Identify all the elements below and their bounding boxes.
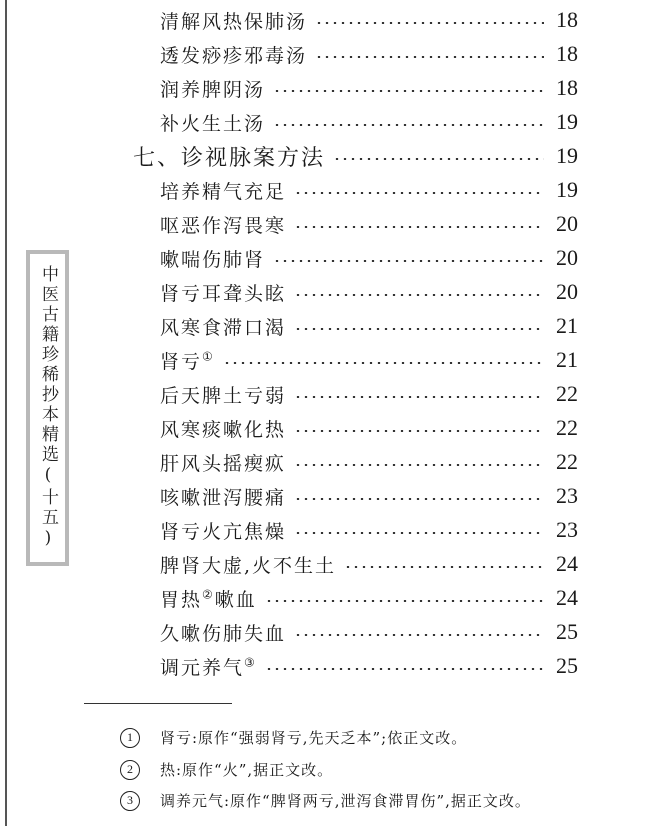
footnote-marker: 1 [120,728,140,748]
book-series-title: 中医古籍珍稀抄本精选(十五) [38,265,58,551]
toc-leader-dots [265,600,544,602]
toc-page-number: 22 [556,449,578,474]
toc-row [160,277,578,307]
toc-row [160,39,578,69]
toc-page-number: 19 [556,143,578,168]
toc-row [160,243,578,273]
toc-page-number: 24 [556,585,578,610]
toc-entry-title-text: 清解风热保肺汤 [160,10,308,33]
toc-entry-title [133,141,325,172]
toc-entry-title-text: 培养精气充足 [160,180,287,203]
toc-row [160,515,578,545]
toc-row [160,549,578,579]
toc-chapter-row [133,141,578,171]
toc-leader-dots [294,498,544,500]
toc-leader-dots [294,634,544,636]
toc-entry-title [160,585,257,612]
toc-footnote-ref: ① [202,349,215,364]
toc-row [160,5,578,35]
toc-entry-title-text: 润养脾阴汤 [160,78,266,101]
toc-page-number: 19 [556,109,578,134]
toc-entry-title [160,619,286,646]
toc-page-number: 20 [556,211,578,236]
toc-entry-title [160,211,286,238]
toc-entry-title-text: 风寒食滞口渴 [160,316,287,339]
toc-page-number: 20 [556,279,578,304]
toc-row [160,481,578,511]
toc-row [160,447,578,477]
toc-row [160,175,578,205]
toc-entry-title [160,279,286,306]
footnote-divider [84,703,232,704]
toc-entry-title-text: 咳嗽泄泻腰痛 [160,486,287,509]
toc-row [160,379,578,409]
toc-leader-dots [294,532,544,534]
toc-entry-title-text: 调元养气 [160,656,245,679]
toc-entry-title [160,551,336,578]
toc-entry-title-text: 嗽喘伤肺肾 [160,248,266,271]
toc-entry-title [160,41,307,68]
toc-entry-title-text: 呕恶作泻畏寒 [160,214,287,237]
toc-entry-title-text: 脾肾大虚,火不生土 [160,554,337,577]
toc-entry-title-text: 风寒痰嗽化热 [160,418,287,441]
toc-leader-dots [294,294,544,296]
toc-page-number: 22 [556,415,578,440]
toc-leader-dots [223,362,544,364]
toc-entry-title [160,245,265,272]
toc-entry-title [160,483,286,510]
toc-entry-title [160,415,286,442]
toc-entry-title-text: 胃热 [160,588,203,611]
toc-page-number: 24 [556,551,578,576]
toc-leader-dots [273,124,544,126]
toc-leader-dots [265,668,544,670]
toc-entry-title-text: 透发痧疹邪毒汤 [160,44,308,67]
toc-leader-dots [273,90,544,92]
toc-page-number: 19 [556,177,578,202]
toc-leader-dots [294,396,544,398]
toc-page-number: 20 [556,245,578,270]
toc-page-number: 23 [556,483,578,508]
page-left-rule [5,0,7,826]
toc-page-number: 21 [556,313,578,338]
toc-page-number: 22 [556,381,578,406]
footnote-3 [120,790,531,811]
toc-entry-title [160,109,265,136]
toc-leader-dots [294,464,544,466]
toc-entry-title-text: 后天脾土亏弱 [160,384,287,407]
footnote-marker: 2 [120,760,140,780]
toc-page-number: 18 [556,7,578,32]
toc-entry-title-text: 七、诊视脉案方法 [133,145,326,171]
toc-entry-title [160,7,307,34]
toc-page-number: 21 [556,347,578,372]
toc-leader-dots [294,226,544,228]
toc-row [160,583,578,613]
footnote-text: 调养元气:原作“脾肾两亏,泄泻食滞胃伤”,据正文改。 [160,792,531,810]
footnote-text: 肾亏:原作“强弱肾亏,先天乏本”;依正文改。 [160,729,468,747]
toc-leader-dots [315,22,544,24]
toc-leader-dots [294,430,544,432]
toc-entry-title-text: 肾亏火亢焦燥 [160,520,287,543]
toc-page-number: 25 [556,653,578,678]
footnote-text: 热:原作“火”,据正文改。 [160,761,334,779]
toc-entry-title [160,653,257,680]
toc-entry-title-rest: 嗽血 [214,588,257,611]
toc-row [160,73,578,103]
footnote-2 [120,759,333,780]
toc-row [160,651,578,681]
footnote-marker: 3 [120,791,140,811]
toc-entry-title [160,517,286,544]
toc-leader-dots [294,192,544,194]
toc-footnote-ref: ③ [244,655,257,670]
toc-leader-dots [315,56,544,58]
toc-entry-title-text: 肝风头摇瘈疭 [160,452,287,475]
toc-entry-title-text: 补火生土汤 [160,112,266,135]
toc-entry-title [160,313,286,340]
side-tab [26,250,69,566]
side-tab-inner [30,254,65,562]
toc-page-number: 18 [556,75,578,100]
toc-row [160,209,578,239]
toc-entry-title [160,381,286,408]
toc-row [160,311,578,341]
toc-entry-title-text: 肾亏耳聋头眩 [160,282,287,305]
toc-leader-dots [294,328,544,330]
toc-row [160,617,578,647]
toc-row [160,413,578,443]
toc-entry-title-text: 久嗽伤肺失血 [160,622,287,645]
toc-row [160,345,578,375]
toc-entry-title-text: 肾亏 [160,350,203,373]
toc-entry-title [160,347,215,374]
toc-page-number: 23 [556,517,578,542]
toc-row [160,107,578,137]
toc-entry-title [160,449,286,476]
toc-leader-dots [273,260,544,262]
toc-footnote-ref: ② [202,587,215,602]
footnote-1 [120,727,467,748]
toc-entry-title [160,75,265,102]
toc-page-number: 18 [556,41,578,66]
toc-page-number: 25 [556,619,578,644]
toc-entry-title [160,177,286,204]
toc-leader-dots [333,158,544,160]
toc-leader-dots [344,566,544,568]
